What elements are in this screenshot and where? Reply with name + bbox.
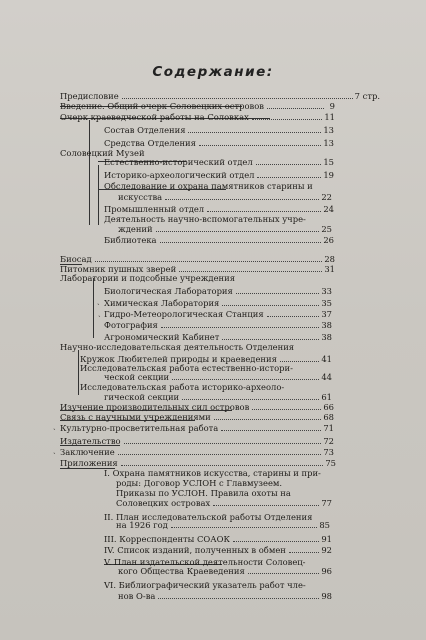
toc-entry: Историко-археологический отдел 19	[104, 170, 334, 180]
appendix-entry-text: роды: Договор УСЛОН с Главмузеем.	[116, 478, 283, 488]
toc-entry: Издательство 72	[60, 436, 334, 446]
toc-entry: Культурно-просветительная работа 71	[60, 423, 334, 433]
section-bracket-line	[78, 350, 79, 395]
toc-entry: Средства Отделения 13	[104, 138, 334, 148]
toc-section-heading: Лаборатории и подсобные учреждения	[60, 273, 235, 283]
toc-entry: Гидро-Метеорологическая Станция 37	[104, 309, 332, 319]
toc-entry: Предисловие 7 стр.	[60, 91, 380, 101]
toc-entry: Кружок Любителей природы и краеведения 41	[80, 354, 332, 364]
toc-section-heading: Научно-исследовательская деятельность Отделения	[60, 342, 295, 352]
appendix-entry-text: I. Охрана памятников искусства, старины и при-	[104, 468, 321, 478]
toc-entry: Библиотека 26	[104, 235, 334, 245]
toc-entry-text: Исследовательская работа историко-археоло-	[80, 382, 285, 392]
toc-entry: Приложения 75	[60, 458, 336, 468]
toc-entry: Химическая Лаборатория 35	[104, 298, 332, 308]
toc-entry: Очерк краеведческой работы на Соловках 11	[60, 112, 335, 122]
pencil-mark: ˏ	[53, 421, 56, 430]
toc-entry-text: Исследовательская работа естественно-истори-	[80, 363, 293, 373]
appendix-entry: кого Общества Краеведения 96	[118, 566, 332, 576]
appendix-entry: Соловецких островах 77	[116, 498, 332, 508]
toc-entry: Фотография 38	[104, 320, 332, 330]
section-bracket-line	[98, 165, 99, 225]
pencil-mark: ˎ	[98, 308, 101, 317]
section-bracket-line	[89, 120, 90, 225]
toc-entry: Состав Отделения 13	[104, 125, 334, 135]
toc-entry: Введение. Общий очерк Соловецких островов 9	[60, 101, 335, 111]
appendix-entry: IV. Список изданий, полученных в обмен 92	[104, 545, 332, 555]
toc-entry: ждений 25	[118, 224, 332, 234]
page-title: Содержание:	[152, 64, 274, 80]
toc-entry: искусства 22	[118, 192, 332, 202]
toc-entry: Биологическая Лаборатория 33	[104, 286, 332, 296]
appendix-entry: нов О-ва 98	[118, 591, 332, 601]
appendix-entry: на 1926 год 85	[116, 520, 330, 530]
toc-entry: Заключение 73	[60, 447, 334, 457]
toc-entry: Агрономический Кабинет 38	[104, 332, 332, 342]
toc-entry: Связь с научными учреждениями 68	[60, 412, 334, 422]
toc-entry: ческой секции 44	[104, 372, 332, 382]
appendix-entry-text: V. План издательской деятельности Соловец-	[104, 557, 306, 567]
appendix-entry-text: II. План исследовательской работы Отделения	[104, 512, 313, 522]
appendix-entry: III. Корреспонденты СОАОК 91	[104, 534, 332, 544]
section-bracket-line	[93, 278, 94, 338]
toc-entry: Питомник пушных зверей 31	[60, 264, 335, 274]
pencil-mark: ˏ	[53, 445, 56, 454]
pencil-mark: ˎ	[97, 296, 100, 305]
toc-entry: Биосад 28	[60, 254, 335, 264]
toc-entry-text: Деятельность научно-вспомогательных учре-	[104, 214, 306, 224]
toc-entry: гической секции 61	[104, 392, 332, 402]
toc-section-heading: Соловецкий Музей	[60, 148, 145, 158]
appendix-entry-text: VI. Библиографический указатель работ чле-	[104, 580, 306, 590]
toc-entry-text: Обследование и охрана памятников старины и	[104, 181, 313, 191]
toc-entry: Промышленный отдел 24	[104, 204, 334, 214]
toc-entry: Естественно-исторический отдел 15	[104, 157, 334, 167]
toc-entry: Изучение производительных сил островов 66	[60, 402, 334, 412]
appendix-entry-text: Приказы по УСЛОН. Правила охоты на	[116, 488, 291, 498]
